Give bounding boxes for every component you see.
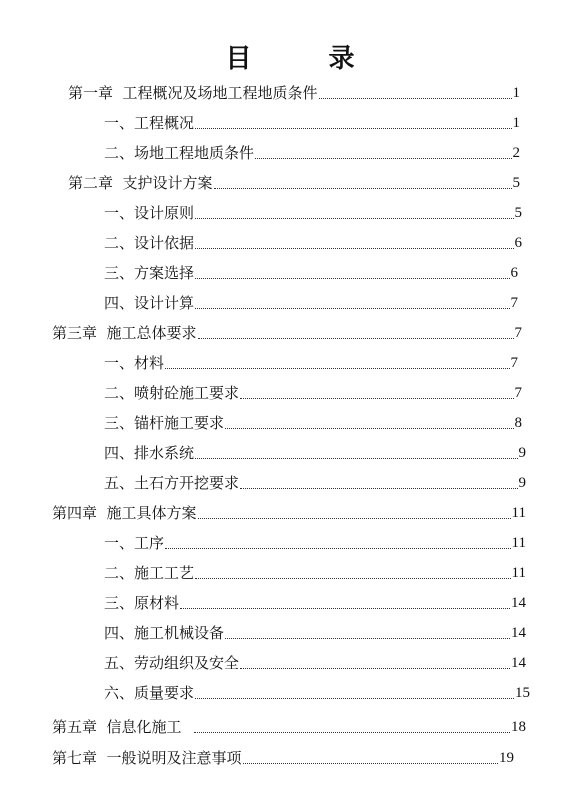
toc-entry-label: 一、材料 <box>104 354 165 372</box>
toc-entry-page: 7 <box>510 355 518 371</box>
dot-leader <box>165 367 509 369</box>
toc-entry-page: 1 <box>512 115 520 131</box>
dot-leader <box>195 277 509 279</box>
toc-entry-page: 11 <box>511 505 526 521</box>
toc-entry-chapter-2[interactable] <box>68 172 520 194</box>
toc-entry-page: 19 <box>499 750 514 766</box>
toc-entry-label: 一、设计原则 <box>104 204 195 222</box>
toc-entry-label: 三、锚杆施工要求 <box>104 414 225 432</box>
toc-entry-page: 11 <box>511 535 526 551</box>
toc-entry-section[interactable] <box>104 682 530 704</box>
toc-entry-page: 6 <box>514 235 522 251</box>
toc-entry-chapter-1[interactable] <box>68 82 520 104</box>
toc-entry-label: 五、劳动组织及安全 <box>104 654 240 672</box>
toc-entry-section[interactable] <box>104 232 522 254</box>
dot-leader <box>165 547 511 549</box>
toc-entry-label: 第一章 工程概况及场地工程地质条件 <box>68 84 318 102</box>
dot-leader <box>195 247 513 249</box>
toc-entry-page: 6 <box>510 265 518 281</box>
toc-entry-section[interactable] <box>104 292 518 314</box>
toc-entry-section[interactable] <box>104 112 520 134</box>
toc-entry-section[interactable] <box>104 442 526 464</box>
toc-entry-section[interactable] <box>104 652 526 674</box>
toc-entry-section[interactable] <box>104 532 526 554</box>
dot-leader <box>195 307 509 309</box>
toc-entry-page: 8 <box>514 415 522 431</box>
dot-leader <box>195 217 513 219</box>
toc-entry-label: 二、施工工艺 <box>104 564 195 582</box>
toc-entry-chapter-3[interactable] <box>52 322 522 344</box>
toc-entry-label: 四、设计计算 <box>104 294 195 312</box>
dot-leader <box>195 127 511 129</box>
toc-entry-chapter-4[interactable] <box>52 502 526 524</box>
toc-entry-label: 一、工序 <box>104 534 165 552</box>
toc-entry-label: 五、土石方开挖要求 <box>104 474 240 492</box>
toc-entry-label: 六、质量要求 <box>104 684 195 702</box>
toc-entry-label: 二、设计依据 <box>104 234 195 252</box>
toc-entry-section[interactable] <box>104 382 522 404</box>
toc-entry-page: 5 <box>512 175 520 191</box>
dot-leader <box>195 697 514 699</box>
dot-leader <box>225 637 510 639</box>
toc-title: 目 录 <box>225 44 389 74</box>
toc-entry-label: 第三章 施工总体要求 <box>52 324 197 342</box>
toc-entry-section[interactable] <box>104 562 526 584</box>
toc-entry-label: 四、排水系统 <box>104 444 195 462</box>
toc-entry-page: 9 <box>518 475 526 491</box>
dot-leader <box>180 607 510 609</box>
toc-entry-label: 一、工程概况 <box>104 114 195 132</box>
toc-entry-section[interactable] <box>104 202 522 224</box>
toc-entry-page: 15 <box>515 685 530 701</box>
toc-entry-section[interactable] <box>104 142 520 164</box>
toc-entry-chapter-5[interactable] <box>52 716 526 738</box>
toc-entry-label: 四、施工机械设备 <box>104 624 225 642</box>
toc-entry-section[interactable] <box>104 412 522 434</box>
dot-leader <box>243 762 498 764</box>
toc-entry-label: 三、方案选择 <box>104 264 195 282</box>
toc-entry-label: 第七章 一般说明及注意事项 <box>52 749 242 767</box>
toc-entry-page: 5 <box>514 205 522 221</box>
toc-entry-label: 第五章 信息化施工 <box>52 718 182 736</box>
toc-entry-section[interactable] <box>104 622 526 644</box>
dot-leader <box>240 397 513 399</box>
dot-leader <box>198 337 514 339</box>
toc-entry-chapter-7[interactable] <box>52 747 514 769</box>
toc-entry-section[interactable] <box>104 592 526 614</box>
toc-entry-page: 2 <box>512 145 520 161</box>
toc-entry-section[interactable] <box>104 262 518 284</box>
toc-entry-label: 二、喷射砼施工要求 <box>104 384 240 402</box>
toc-entry-page: 18 <box>511 719 526 735</box>
dot-leader <box>198 517 511 519</box>
dot-leader <box>255 157 511 159</box>
dot-leader <box>240 487 517 489</box>
toc-entry-label: 三、原材料 <box>104 594 180 612</box>
toc-entry-page: 7 <box>510 295 518 311</box>
dot-leader <box>195 577 511 579</box>
toc-entry-page: 14 <box>511 625 526 641</box>
toc-entry-page: 11 <box>511 565 526 581</box>
dot-leader <box>319 97 512 99</box>
dot-leader <box>225 427 513 429</box>
dot-leader <box>240 667 510 669</box>
toc-entry-page: 1 <box>512 85 520 101</box>
dot-leader <box>195 457 517 459</box>
toc-entry-page: 9 <box>518 445 526 461</box>
toc-entry-section[interactable] <box>104 352 518 374</box>
toc-entry-page: 14 <box>511 595 526 611</box>
toc-entry-label: 第四章 施工具体方案 <box>52 504 197 522</box>
toc-entry-page: 14 <box>511 655 526 671</box>
toc-entry-section[interactable] <box>104 472 526 494</box>
dot-leader <box>214 187 512 189</box>
toc-entry-label: 二、场地工程地质条件 <box>104 144 255 162</box>
toc-entry-page: 7 <box>514 385 522 401</box>
dot-leader <box>194 731 510 733</box>
toc-entry-page: 7 <box>514 325 522 341</box>
toc-entry-label: 第二章 支护设计方案 <box>68 174 213 192</box>
